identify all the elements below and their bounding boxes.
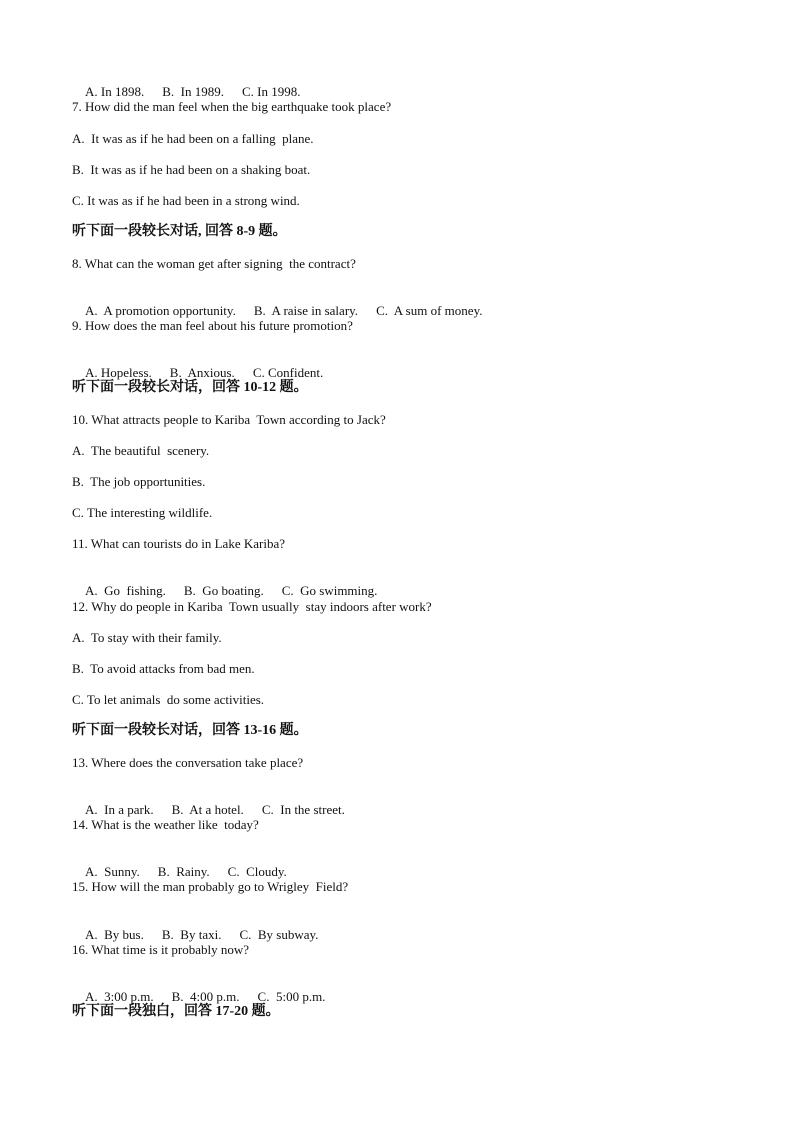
answer-option: A. To stay with their family.	[72, 630, 222, 645]
option: A. 3:00 p.m.	[85, 989, 154, 1004]
option: B. At a hotel.	[171, 802, 244, 817]
answer-option: C. The interesting wildlife.	[72, 505, 213, 520]
question-text: 16. What time is it probably now?	[72, 942, 250, 957]
option: B. Anxious.	[169, 365, 235, 380]
option: A. A promotion opportunity.	[85, 303, 236, 318]
option: B. By taxi.	[161, 927, 222, 942]
question-text: 9. How does the man feel about his future promotion?	[72, 318, 353, 333]
option: C. Go swimming.	[281, 583, 378, 598]
section-heading: 听下面一段较长对话, 回答 8-9 题。	[72, 224, 287, 239]
option: B. 4:00 p.m.	[171, 989, 240, 1004]
section-heading: 听下面一段独白，回答 17-20 题。	[72, 1004, 280, 1019]
question-text: 15. How will the man probably go to Wrigley Field?	[72, 879, 349, 894]
question-text: 11. What can tourists do in Lake Kariba?	[72, 536, 285, 551]
answer-option: B. To avoid attacks from bad men.	[72, 661, 255, 676]
answer-option: B. The job opportunities.	[72, 474, 206, 489]
answer-option: A. It was as if he had been on a falling plane.	[72, 131, 314, 146]
answer-option: C. It was as if he had been in a strong wind.	[72, 193, 300, 208]
option: B. In 1989.	[162, 84, 224, 99]
answer-option: B. It was as if he had been on a shaking boat.	[72, 162, 311, 177]
question-text: 10. What attracts people to Kariba Town according to Jack?	[72, 412, 386, 427]
option: A. Sunny.	[85, 864, 140, 879]
section-heading: 听下面一段较长对话，回答 10-12 题。	[72, 380, 308, 395]
option: C. Cloudy.	[227, 864, 287, 879]
question-text: 12. Why do people in Kariba Town usually stay indoors after work?	[72, 599, 432, 614]
option: A. Hopeless.	[85, 365, 152, 380]
option: B. A raise in salary.	[253, 303, 359, 318]
option: A. In a park.	[85, 802, 154, 817]
option: C. In 1998.	[241, 84, 301, 99]
option: C. A sum of money.	[376, 303, 483, 318]
option: C. By subway.	[239, 927, 319, 942]
option: C. In the street.	[261, 802, 345, 817]
option: A. Go fishing.	[85, 583, 166, 598]
question-text: 14. What is the weather like today?	[72, 817, 259, 832]
answer-option: A. The beautiful scenery.	[72, 443, 210, 458]
section-heading: 听下面一段较长对话，回答 13-16 题。	[72, 723, 308, 738]
option: B. Go boating.	[183, 583, 264, 598]
answer-option: C. To let animals do some activities.	[72, 692, 265, 707]
question-text: 8. What can the woman get after signing the contract?	[72, 256, 356, 271]
option: B. Rainy.	[157, 864, 210, 879]
option: A. In 1898.	[85, 84, 145, 99]
option: C. 5:00 p.m.	[257, 989, 326, 1004]
option: C. Confident.	[252, 365, 324, 380]
option: A. By bus.	[85, 927, 144, 942]
question-text: 7. How did the man feel when the big earthquake took place?	[72, 99, 392, 114]
question-text: 13. Where does the conversation take place?	[72, 755, 304, 770]
